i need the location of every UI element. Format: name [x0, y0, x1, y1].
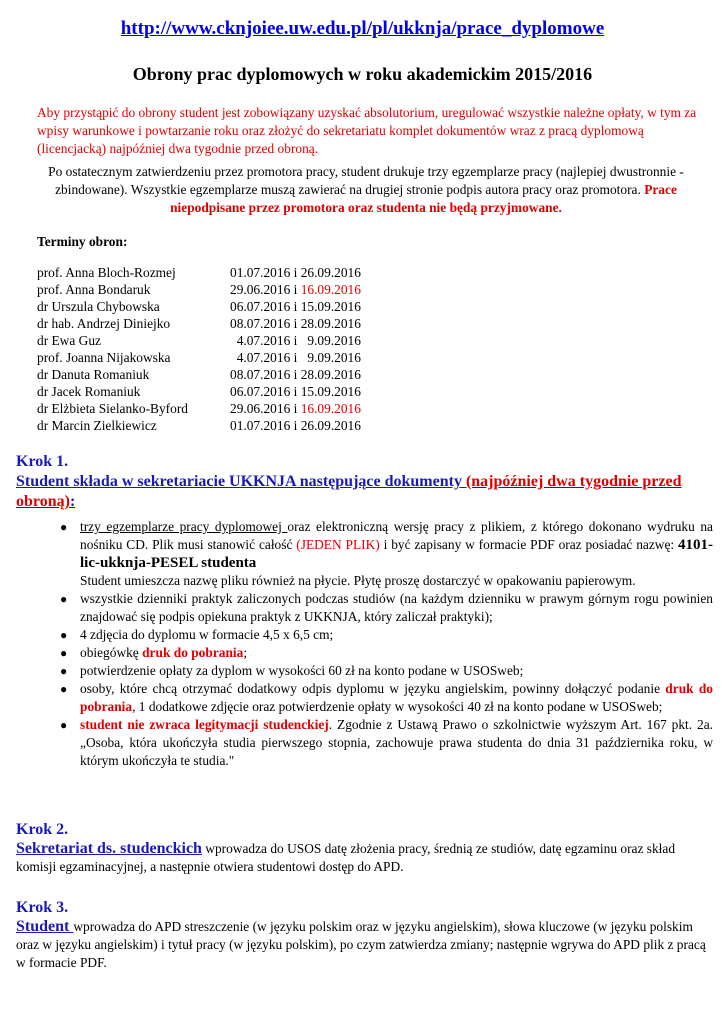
step-1-document-list: [58, 518, 713, 770]
step-1-section: [16, 452, 716, 512]
step-2-label: Krok 2.: [16, 821, 69, 838]
bullet-icon: ●: [60, 520, 68, 534]
b7-text: . Zgodnie z Ustawą Prawo o szkolnictwie wyższym Art. 167 pkt. 2a. „Osoba, która ukończyła studia pierwszego stopnia, zachowuje prawa studenta do dnia 31 października roku, w którym ukończyła te studia.": [80, 717, 714, 768]
defense-dates: [230, 366, 361, 383]
list-item: [58, 590, 713, 626]
bullet-icon: ●: [60, 592, 68, 606]
step-2-text: wprowadza do USOS datę złożenia pracy, średnią ze studiów, datę egzaminu oraz skład komisji egzaminacyjnej, a następnie otwiera studentowi dostęp do APD.: [16, 841, 676, 874]
step-1-heading: [16, 472, 716, 512]
step-1-heading-deadline: (najpóźniej dwa tygodnie przed obroną): [16, 473, 682, 510]
supervisor-name: dr Elżbieta Sielanko-Byford: [37, 401, 188, 416]
bullet-icon: ●: [60, 718, 68, 732]
bullet-icon: ●: [60, 682, 68, 696]
step-2-section: [16, 820, 716, 876]
b1-file-name: 4101-lic-ukknja-PESEL studenta: [80, 537, 713, 571]
page-title: Obrony prac dyplomowych w roku akademickim 2015/2016: [132, 64, 593, 84]
supervisor-name: prof. Anna Bloch-Rozmej: [37, 265, 176, 280]
defense-dates: [230, 400, 361, 417]
b2-text: wszystkie dzienniki praktyk zaliczonych podczas studiów (na każdym dzienniku w prawym górnym rogu powinien znajdować się podpis opiekuna praktyk z UKKNJA, który zaliczał praktyki);: [80, 591, 713, 624]
table-row: [37, 349, 361, 366]
second-date: 16.09.2016: [300, 282, 361, 297]
b6-text-b: , 1 dodatkowe zdjęcie oraz potwierdzenie opłaty w wysokości 40 zł na konto podane w USOSweb;: [132, 699, 663, 714]
second-date: 26.09.2016: [300, 418, 361, 433]
bullet-icon: ●: [60, 628, 68, 642]
defense-dates: [230, 417, 361, 434]
first-date: 29.06.2016 i: [230, 401, 301, 416]
table-row: [37, 417, 361, 434]
b4-text-b: ;: [243, 645, 248, 660]
second-date: 9.09.2016: [307, 333, 361, 348]
second-date: 26.09.2016: [300, 265, 361, 280]
step-3-actor: Student: [16, 918, 74, 935]
b1-text-c: Student umieszcza nazwę pliku również na płycie. Płytę proszę dostarczyć w opakowaniu papierowym.: [80, 573, 636, 588]
step-1-heading-text: Student składa w sekretariacie UKKNJA następujące dokumenty: [16, 473, 466, 490]
list-item: [58, 518, 713, 590]
step-3-text: wprowadza do APD streszczenie (w języku polskim oraz w języku angielskim), słowa kluczowe (w języku polskim oraz w języku angielskim) i tytuł pracy (w języku polskim), po czym zatwierdza zmiany; następnie wgrywa do APD plik z pracą w formacie PDF.: [16, 919, 706, 970]
approval-text: Po ostatecznym zatwierdzeniu przez promotora pracy, student drukuje trzy egzemplarze pracy (najlepiej dwustronnie - zbindowane). Wszystkie egzemplarze muszą zawierać na drugiej stronie podpis autora pracy oraz promotora.: [48, 164, 684, 197]
table-row: [37, 264, 361, 281]
step-3-body: [16, 918, 716, 972]
step-2-body: [16, 840, 716, 876]
b1-text-a: oraz elektroniczną wersję pracy z plikiem, z którego dokonano wydruku na nośniku CD. Plik musi stanowić całość: [80, 519, 713, 552]
second-date: 9.09.2016: [307, 350, 361, 365]
supervisor-name: dr Danuta Romaniuk: [37, 367, 150, 382]
list-item: [58, 644, 713, 662]
table-row: [37, 332, 361, 349]
first-date: 08.07.2016 i: [230, 367, 301, 382]
step-3-section: [16, 898, 716, 972]
defense-dates: [230, 332, 361, 349]
approval-paragraph: [30, 163, 702, 217]
approval-warning: Prace niepodpisane przez promotora oraz studenta nie będą przyjmowane.: [170, 182, 677, 215]
b1-underlined: trzy egzemplarze pracy dyplomowej: [80, 519, 288, 534]
supervisor-name: dr hab. Andrzej Diniejko: [37, 316, 171, 331]
supervisor-name: dr Jacek Romaniuk: [37, 384, 141, 399]
page-url-link[interactable]: http://www.cknjoiee.uw.edu.pl/pl/ukknja/prace_dyplomowe: [120, 18, 605, 39]
defense-schedule-table: [37, 264, 361, 434]
b7-student-id-note: student nie zwraca legitymacji studenckiej: [80, 717, 329, 732]
b1-text-b: i być zapisany w formacie PDF oraz posiadać nazwę:: [379, 537, 678, 552]
defense-dates: [230, 281, 361, 298]
supervisor-name: prof. Joanna Nijakowska: [37, 350, 171, 365]
list-item: [58, 662, 713, 680]
first-date: 08.07.2016 i: [230, 316, 301, 331]
table-row: [37, 281, 361, 298]
table-row: [37, 383, 361, 400]
table-row: [37, 298, 361, 315]
second-date: 15.09.2016: [300, 299, 361, 314]
bullet-icon: ●: [60, 646, 68, 660]
step-1-label: Krok 1.: [16, 453, 69, 470]
first-date: 06.07.2016 i: [230, 384, 301, 399]
intro-paragraph: Aby przystąpić do obrony student jest zobowiązany uzyskać absolutorium, uregulować wszystkie należne opłaty, w tym za wpisy warunkowe i powtarzanie roku oraz złożyć do sekretariatu komplet dokumentów wraz z pracą dyplomową (licencjacką) najpóźniej dwa tygodnie przed obroną.: [37, 105, 697, 156]
list-item: [58, 680, 713, 716]
defense-dates: [230, 383, 361, 400]
defense-dates: [230, 349, 361, 366]
table-row: [37, 315, 361, 332]
supervisor-name: prof. Anna Bondaruk: [37, 282, 151, 297]
table-row: [37, 366, 361, 383]
second-date: 16.09.2016: [300, 401, 361, 416]
defense-dates: [230, 298, 361, 315]
first-date: 4.07.2016 i: [230, 350, 308, 365]
table-row: [37, 400, 361, 417]
first-date: 01.07.2016 i: [230, 418, 301, 433]
first-date: 06.07.2016 i: [230, 299, 301, 314]
b4-text-a: obiegówkę: [80, 645, 143, 660]
list-item: [58, 626, 713, 644]
b5-text: potwierdzenie opłaty za dyplom w wysokości 60 zł na konto podane w USOSweb;: [80, 663, 524, 678]
first-date: 4.07.2016 i: [230, 333, 308, 348]
second-date: 28.09.2016: [300, 316, 361, 331]
b6-text-a: osoby, które chcą otrzymać dodatkowy odpis dyplomu w języku angielskim, powinny dołączyć podanie: [80, 681, 666, 696]
terms-heading: Terminy obron:: [37, 234, 128, 249]
step-3-label: Krok 3.: [16, 899, 69, 916]
defense-dates: [230, 315, 361, 332]
supervisor-name: dr Urszula Chybowska: [37, 299, 160, 314]
second-date: 15.09.2016: [300, 384, 361, 399]
second-date: 28.09.2016: [300, 367, 361, 382]
clearance-form-link[interactable]: druk do pobrania: [142, 645, 244, 660]
application-form-link[interactable]: druk do pobrania: [80, 681, 713, 714]
supervisor-name: dr Marcin Zielkiewicz: [37, 418, 157, 433]
list-item: [58, 716, 713, 770]
supervisor-name: dr Ewa Guz: [37, 333, 101, 348]
bullet-icon: ●: [60, 664, 68, 678]
first-date: 29.06.2016 i: [230, 282, 301, 297]
first-date: 01.07.2016 i: [230, 265, 301, 280]
b1-one-file-note: (JEDEN PLIK): [296, 537, 380, 552]
step-2-actor: Sekretariat ds. studenckich: [16, 840, 202, 857]
step-1-heading-colon: :: [69, 493, 76, 510]
defense-dates: [230, 264, 361, 281]
b3-text: 4 zdjęcia do dyplomu w formacie 4,5 x 6,5 cm;: [80, 627, 334, 642]
